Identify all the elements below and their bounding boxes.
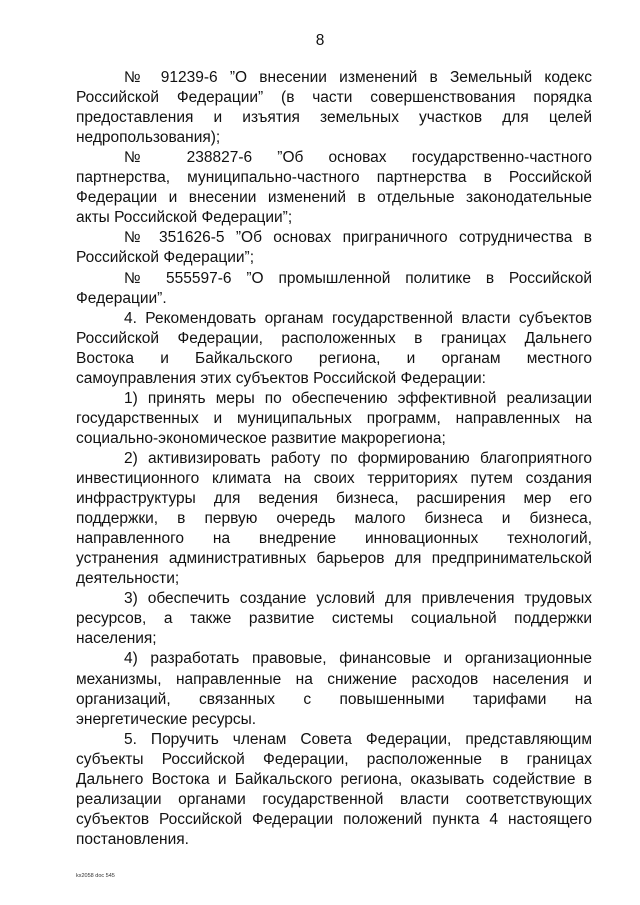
- text-line: недропользования);: [76, 129, 221, 147]
- footer-file-id: kx2058 doc 545: [76, 873, 115, 879]
- text-line: Федерации и внесении изменений в отдельные законодательные: [76, 189, 592, 207]
- text-line: акты Российской Федерации”;: [76, 209, 293, 227]
- text-line: 2) активизировать работу по формированию благоприятного: [124, 449, 592, 467]
- text-line: Дальнего Востока и Байкальского региона, оказывать содействие в: [76, 770, 592, 788]
- text-line: населения;: [76, 630, 157, 648]
- text-line: энергетические ресурсы.: [76, 710, 257, 728]
- text-line: Востока и Байкальского региона, и органам местного: [76, 349, 592, 367]
- text-line: партнерства, муниципально-частного партнерства в Российской: [76, 169, 592, 187]
- text-line: реализации органами государственной власти соответствующих: [76, 790, 592, 808]
- text-line: инвестиционного климата на своих территориях путем создания: [76, 470, 592, 487]
- text-line: 3) обеспечить создание условий для привлечения трудовых: [124, 590, 592, 608]
- text-line: № 351626-5 ”Об основах приграничного сотрудничества в: [124, 229, 592, 247]
- text-line: постановления.: [76, 830, 189, 848]
- text-line: поддержки, в первую очередь малого бизнеса и бизнеса,: [76, 510, 592, 528]
- text-line: предоставления и изъятия земельных участков для целей: [76, 109, 592, 127]
- page-number: 8: [315, 32, 325, 49]
- text-line: 4) разработать правовые, финансовые и организационные: [124, 650, 592, 668]
- text-line: направленного на внедрение инновационных технологий,: [76, 530, 592, 548]
- text-line: Российской Федерации, расположенных в границах Дальнего: [76, 329, 592, 347]
- text-line: государственных и муниципальных программ, направленных на: [76, 409, 592, 427]
- text-line: социально-экономическое развитие макрорегиона;: [76, 429, 446, 447]
- text-line: ресурсов, а также развитие системы социальной поддержки: [76, 610, 592, 628]
- text-line: деятельности;: [76, 570, 180, 588]
- text-line: 5. Поручить членам Совета Федерации, представляющим: [124, 730, 592, 748]
- text-line: Федерации”.: [76, 289, 167, 307]
- text-line: инфраструктуры для ведения бизнеса, расширения мер его: [76, 490, 592, 508]
- text-line: механизмы, направленные на снижение расходов населения и: [76, 670, 592, 688]
- text-line: субъекты Российской Федерации, расположенные в границах: [76, 750, 592, 768]
- text-line: № 555597-6 ”О промышленной политике в Российской: [124, 269, 592, 287]
- text-line: № 91239-6 ”О внесении изменений в Земельный кодекс: [124, 69, 592, 86]
- text-line: № 238827-6 ”Об основах государственно-частного: [124, 149, 592, 167]
- text-line: организаций, связанных с повышенными тарифами на: [76, 690, 592, 708]
- text-line: субъектов Российской Федерации положений пункта 4 настоящего: [76, 810, 592, 828]
- text-line: Российской Федерации” (в части совершенствования порядка: [76, 89, 592, 107]
- text-line: устранения административных барьеров для предпринимательской: [76, 550, 592, 568]
- text-line: 1) принять меры по обеспечению эффективной реализации: [124, 389, 592, 407]
- text-line: 4. Рекомендовать органам государственной власти субъектов: [124, 309, 592, 327]
- text-line: самоуправления этих субъектов Российской Федерации:: [76, 369, 486, 387]
- text-line: Российской Федерации”;: [76, 249, 255, 267]
